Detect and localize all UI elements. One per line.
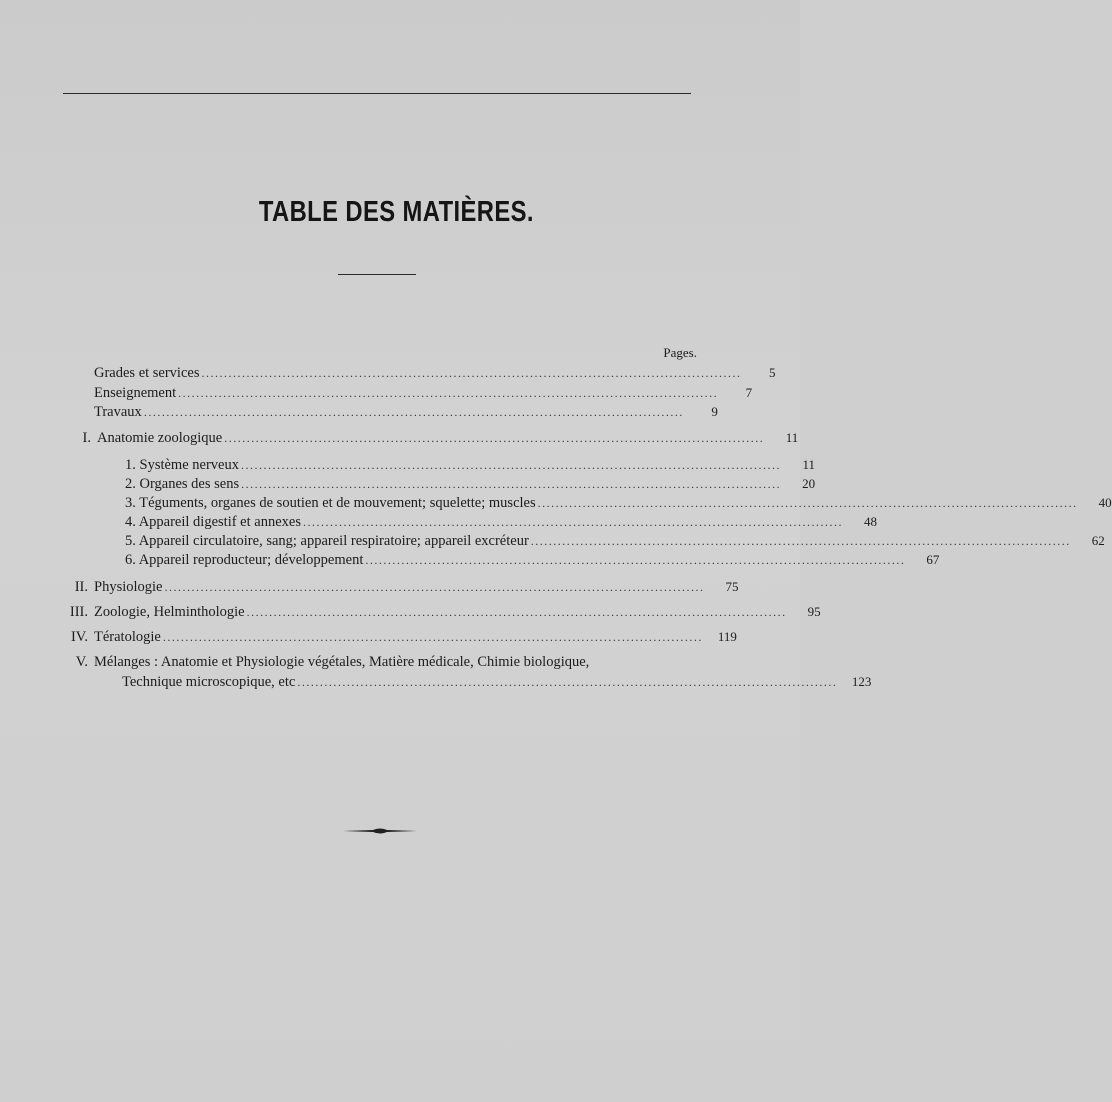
toc-entry <box>125 493 1112 513</box>
toc-entry <box>70 627 737 647</box>
toc-entry <box>125 531 1105 551</box>
toc-entry <box>125 474 816 494</box>
leader-dots: ........................................................................................................................ <box>162 630 703 644</box>
toc-entry-page: 5 <box>768 365 776 380</box>
toc-entry-page: 75 <box>725 579 739 594</box>
title-rule <box>338 274 416 275</box>
toc-entry-page: 67 <box>926 552 940 567</box>
toc-entry <box>125 455 815 475</box>
toc-entry-page: 20 <box>802 476 816 491</box>
toc-entry-label: Anatomie zoologique <box>97 430 223 446</box>
toc-entry-page: 95 <box>807 604 821 619</box>
leader-dots: ........................................................................................................................ <box>201 366 742 380</box>
toc-entry-label: Grades et services <box>94 365 200 381</box>
ornament-divider-icon <box>343 826 417 836</box>
toc-entry-label: 3. Téguments, organes de soutien et de mouvement; squelette; muscles <box>125 495 536 511</box>
toc-entry-label: Enseignement <box>94 385 177 401</box>
toc-entry <box>125 550 940 570</box>
toc-entry-page: 62 <box>1091 533 1105 548</box>
top-rule <box>63 93 691 94</box>
toc-entry-label: 4. Appareil digestif et annexes <box>125 514 301 530</box>
leader-dots: ........................................................................................................................ <box>530 534 1071 548</box>
leader-dots: ........................................................................................................................ <box>241 477 782 491</box>
page-title: TABLE DES MATIÈRES. <box>258 196 534 228</box>
leader-dots: ........................................................................................................................ <box>164 580 705 594</box>
toc-entry-number: V. <box>75 654 88 670</box>
toc-entry-page: 40 <box>1098 495 1112 510</box>
toc-entry <box>94 363 776 383</box>
toc-entry-page: 9 <box>711 404 718 419</box>
toc-entry-label: 2. Organes des sens <box>125 476 240 492</box>
toc-entry-label: 6. Appareil reproducteur; développement <box>125 552 364 568</box>
leader-dots: ........................................................................................................................ <box>246 605 787 619</box>
toc-entry-number: IV. <box>70 629 88 645</box>
toc-entry <box>69 602 821 622</box>
toc-entry <box>125 512 877 532</box>
toc-entry <box>82 428 799 448</box>
toc-entry-number: III. <box>69 604 88 620</box>
leader-dots: ........................................................................................................................ <box>178 386 719 400</box>
toc-entry-page: 11 <box>802 457 815 472</box>
toc-entry <box>94 402 718 422</box>
toc-entry-label: Zoologie, Helminthologie <box>94 604 245 620</box>
leader-dots: ........................................................................................................................ <box>302 515 843 529</box>
toc-entry-page: 7 <box>745 385 753 400</box>
toc-entry-label: Tératologie <box>94 629 161 645</box>
toc-entry-page: 123 <box>851 674 872 689</box>
toc-entry-label: Technique microscopique, etc <box>122 674 296 690</box>
toc-entry <box>122 672 872 692</box>
leader-dots: ........................................................................................................................ <box>143 405 684 419</box>
toc-entry-page: 48 <box>863 514 877 529</box>
toc-entry-number: I. <box>82 430 91 446</box>
toc-entry-label: 1. Système nerveux <box>125 457 239 473</box>
toc-entry <box>74 577 739 597</box>
leader-dots: ........................................................................................................................ <box>240 458 781 472</box>
toc-entry-label: Travaux <box>94 404 142 420</box>
leader-dots: ........................................................................................................................ <box>224 431 765 445</box>
toc-entry <box>94 383 753 403</box>
leader-dots: ........................................................................................................................ <box>297 675 838 689</box>
pages-column-header: Pages. <box>663 345 697 360</box>
toc-entry-page: 119 <box>717 629 737 644</box>
toc-entry-page: 11 <box>785 430 799 445</box>
toc-entry <box>75 652 697 672</box>
leader-dots: ........................................................................................................................ <box>537 496 1078 510</box>
toc-entry-label: 5. Appareil circulatoire, sang; appareil respiratoire; appareil excréteur <box>125 533 529 549</box>
toc-entry-number: II. <box>74 579 88 595</box>
leader-dots: ........................................................................................................................ <box>365 553 906 567</box>
toc-entry-label: Mélanges : Anatomie et Physiologie végétales, Matière médicale, Chimie biologique, <box>94 654 590 670</box>
toc-entry-label: Physiologie <box>94 579 163 595</box>
